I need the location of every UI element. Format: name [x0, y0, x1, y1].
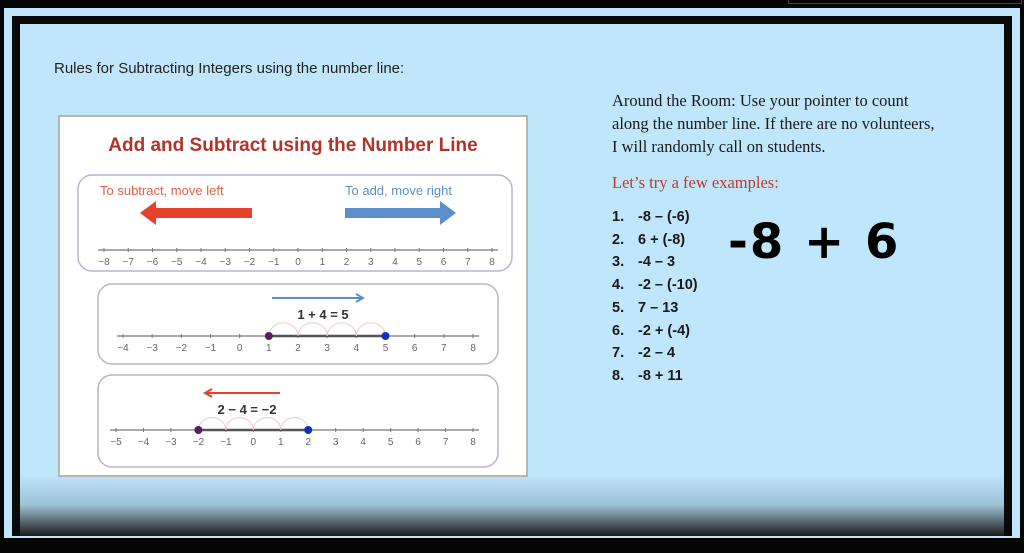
tick-label: 7 — [464, 257, 471, 268]
number-line-diagram — [60, 117, 526, 475]
hop-arc — [281, 418, 308, 430]
tick-label: −3 — [146, 343, 158, 354]
tick-label: 7 — [442, 437, 449, 448]
tick-label: −6 — [146, 257, 159, 268]
hop-arc — [298, 323, 327, 336]
equation-subtract: 2 − 4 = −2 — [217, 402, 277, 417]
tick-label: 2 — [295, 343, 301, 354]
figure-title: Add and Subtract using the Number Line — [108, 135, 478, 156]
tick-label: 6 — [411, 343, 418, 354]
hop-arc — [198, 418, 225, 430]
example-expression: -2 – 4 — [638, 345, 676, 362]
example-item — [612, 320, 942, 343]
slide-heading: Rules for Subtracting Integers using the number line: — [54, 60, 405, 77]
tick-label: −3 — [165, 437, 177, 448]
tick-label: 5 — [382, 343, 389, 354]
end-point — [194, 426, 202, 434]
tick-label: −2 — [192, 437, 205, 448]
example-expression: -2 + (-4) — [638, 322, 690, 339]
tick-label: −1 — [220, 437, 232, 448]
hop-arc — [327, 323, 356, 336]
tick-label: 8 — [489, 257, 495, 268]
panel-example-subtract — [98, 375, 498, 467]
add-label: To add, move right — [345, 183, 452, 198]
example-number: 2. — [612, 231, 625, 248]
example-number: 1. — [612, 209, 625, 225]
example-item — [612, 365, 942, 388]
start-point — [265, 332, 273, 340]
example-expression: 7 – 13 — [638, 299, 679, 316]
tick-label: −4 — [195, 257, 207, 268]
tick-label: 4 — [360, 437, 366, 448]
start-point — [304, 426, 312, 434]
tick-label: −2 — [175, 343, 188, 354]
example-item — [612, 342, 942, 365]
window-edge — [788, 0, 1022, 4]
tick-label: 8 — [470, 343, 476, 354]
tick-label: 5 — [387, 437, 394, 448]
tick-label: 6 — [440, 257, 447, 268]
hop-arc — [356, 323, 385, 336]
example-number: 7. — [612, 345, 625, 362]
tick-label: −5 — [110, 437, 122, 448]
tick-label: −7 — [122, 257, 134, 268]
equation-add: 1 + 4 = 5 — [297, 307, 349, 322]
subtract-label: To subtract, move left — [100, 183, 224, 198]
example-item — [612, 274, 942, 297]
example-number: 8. — [612, 367, 625, 384]
example-number: 6. — [612, 322, 625, 339]
tick-label: 1 — [319, 257, 326, 268]
instructions-text: Around the Room: Use your pointer to count along the number line. If there are no volunteers, I will randomly call on students. — [612, 91, 935, 156]
hop-arc — [253, 418, 280, 430]
example-number: 5. — [612, 299, 625, 316]
handwritten-annotation: -8 + 6 — [728, 214, 901, 270]
tick-label: −2 — [243, 257, 256, 268]
tick-label: 0 — [236, 343, 243, 354]
tick-label: 0 — [295, 257, 301, 268]
tick-label: −3 — [219, 257, 231, 268]
tick-label: −4 — [117, 343, 129, 354]
hop-arc — [269, 323, 298, 336]
examples-heading: Let’s try a few examples: — [612, 173, 779, 192]
tick-label: 3 — [367, 257, 374, 268]
number-line-figure — [58, 115, 528, 477]
tick-label: 6 — [415, 437, 421, 448]
tick-label: −4 — [137, 437, 150, 448]
example-number: 4. — [612, 277, 625, 294]
example-expression: 6 + (-8) — [638, 231, 686, 248]
hop-arc — [226, 418, 253, 430]
tick-label: −8 — [98, 257, 110, 268]
example-expression: -8 + 11 — [638, 367, 683, 384]
example-number: 3. — [612, 254, 625, 271]
tick-label: 2 — [305, 437, 312, 448]
example-expression: -4 – 3 — [638, 254, 676, 271]
tick-label: 4 — [392, 257, 398, 268]
tick-label: −1 — [204, 343, 217, 354]
example-expression: -8 – (-6) — [638, 209, 690, 225]
example-expression: -2 – (-10) — [638, 277, 698, 294]
tick-label: 8 — [470, 437, 476, 448]
tick-label: 1 — [277, 437, 284, 448]
tick-label: 5 — [416, 257, 423, 268]
tick-label: 2 — [343, 257, 350, 268]
left-arrow-icon — [140, 201, 252, 225]
example-item — [612, 297, 942, 320]
tick-label: −1 — [268, 257, 280, 268]
tick-label: 3 — [324, 343, 330, 354]
tick-label: 7 — [441, 343, 447, 354]
right-arrow-icon — [345, 201, 456, 225]
tick-label: 0 — [250, 437, 257, 448]
tick-label: 1 — [266, 343, 272, 354]
tick-label: 4 — [353, 343, 360, 354]
end-point — [382, 332, 390, 340]
tick-label: 3 — [332, 437, 339, 448]
tick-label: −5 — [171, 257, 183, 268]
